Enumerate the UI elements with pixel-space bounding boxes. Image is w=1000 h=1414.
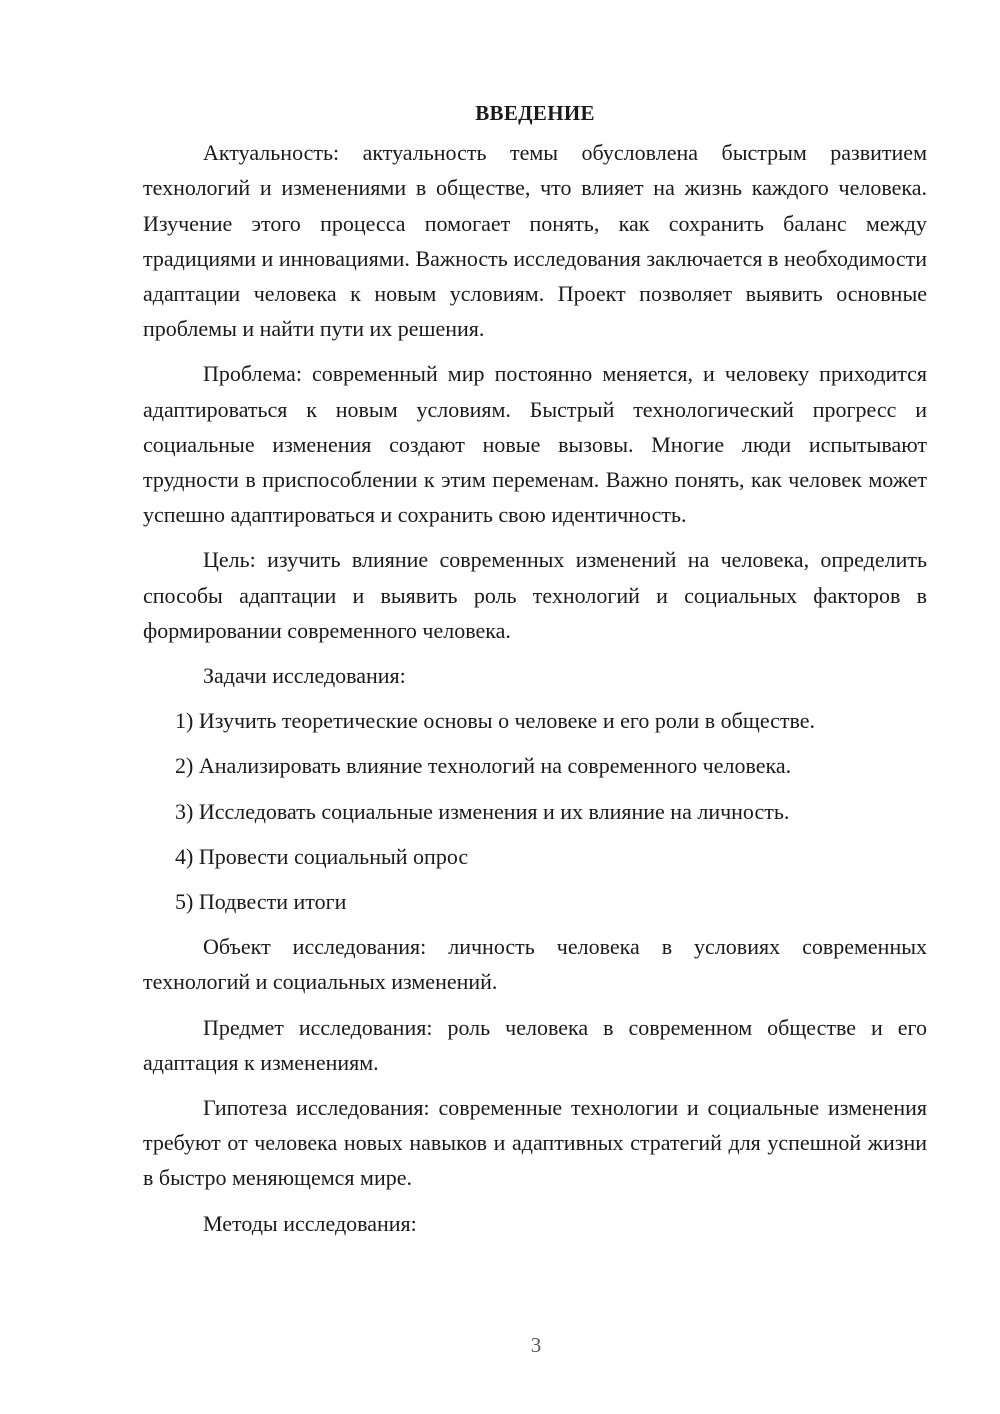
list-item: 3) Исследовать социальные изменения и их влияние на личность. bbox=[175, 798, 790, 824]
list-item: 4) Провести социальный опрос bbox=[175, 843, 469, 869]
tasks-heading: Задачи исследования: bbox=[203, 663, 406, 689]
list-item: 2) Анализировать влияние технологий на современного человека. bbox=[175, 753, 792, 779]
page-number: 3 bbox=[530, 1333, 542, 1357]
goal-paragraph: Цель: изучить влияние современных изменений на человека, определить способы адаптации и выявить роль технологий и социальных факторов в формировании современного человека. bbox=[143, 547, 927, 643]
problem-paragraph: Проблема: современный мир постоянно меняется, и человеку приходится адаптироваться к новым условиям. Быстрый технологический прогресс и социальные изменения создают новые вызовы. Многие люди испытывают трудности в приспособлении к этим переменам. Важно понять, как человек может успешно адаптироваться и сохранить свою идентичность. bbox=[143, 361, 927, 528]
page-content bbox=[143, 96, 927, 1241]
subject-paragraph: Предмет исследования: роль человека в современном обществе и его адаптация к изменениям. bbox=[143, 1014, 927, 1075]
methods-heading: Методы исследования: bbox=[203, 1210, 417, 1236]
hypothesis-paragraph: Гипотеза исследования: современные технологии и социальные изменения требуют от человека новых навыков и адаптивных стратегий для успешной жизни в быстро меняющемся мире. bbox=[143, 1095, 927, 1191]
page-title: ВВЕДЕНИЕ bbox=[475, 101, 595, 125]
object-paragraph: Объект исследования: личность человека в условиях современных технологий и социальных изменений. bbox=[143, 934, 927, 995]
list-item: 1) Изучить теоретические основы о человеке и его роли в обществе. bbox=[175, 708, 816, 734]
tasks-list bbox=[143, 703, 927, 919]
list-item: 5) Подвести итоги bbox=[175, 889, 347, 915]
relevance-paragraph: Актуальность: актуальность темы обусловлена быстрым развитием технологий и изменениями в обществе, что влияет на жизнь каждого человека. Изучение этого процесса помогает понять, как сохранить баланс между традициями и инновациями. Важность исследования заключается в необходимости адаптации человека к новым условиям. Проект позволяет выявить основные проблемы и найти пути их решения. bbox=[143, 140, 927, 342]
